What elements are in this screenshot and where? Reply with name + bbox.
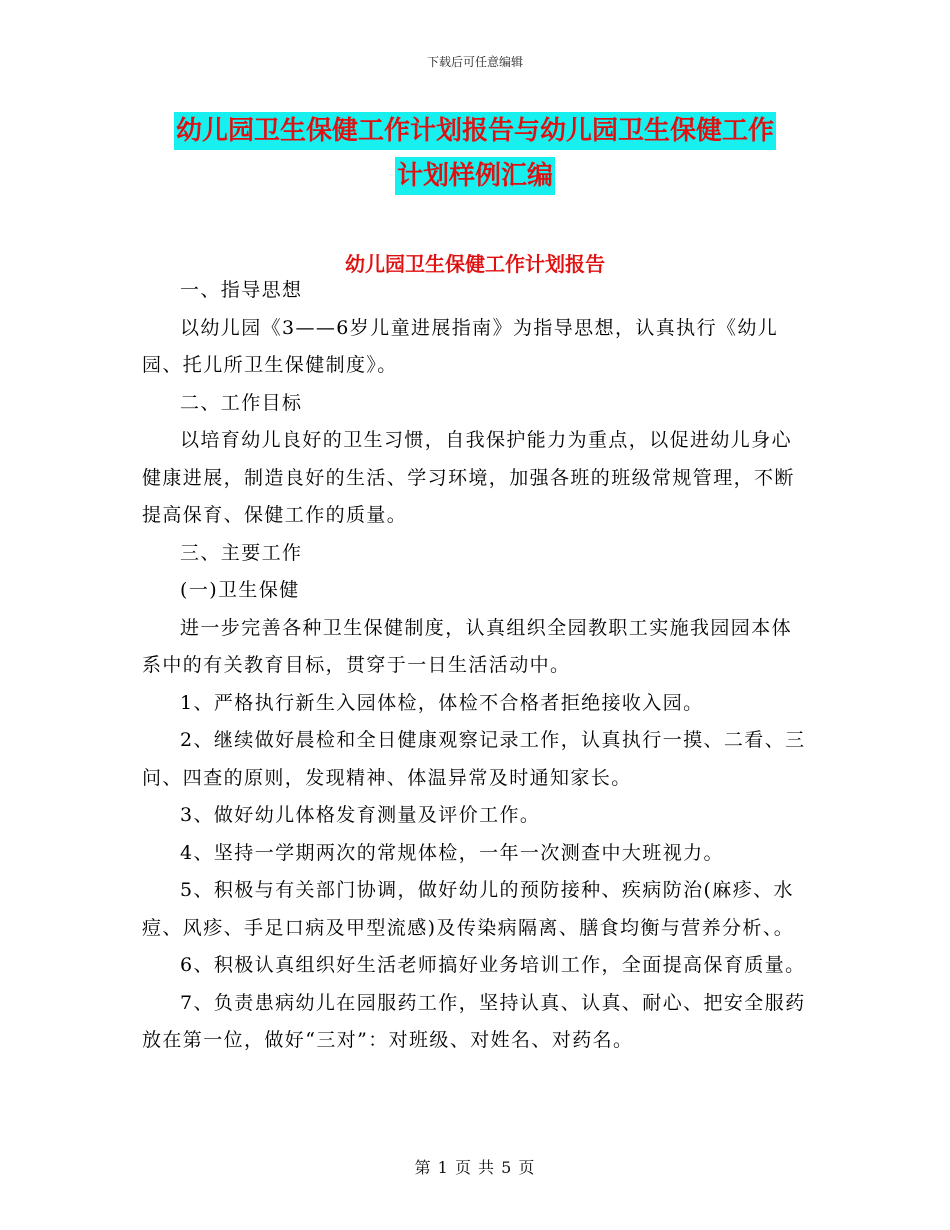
- list-item: 6、积极认真组织好生活老师搞好业务培训工作，全面提高保育质量。: [180, 954, 806, 976]
- document-body: [142, 272, 812, 1060]
- list-item: 1、严格执行新生入园体检，体检不合格者拒绝接收入园。: [180, 691, 704, 714]
- paragraph: 以培育幼儿良好的卫生习惯，自我保护能力为重点，以促进幼儿身心健康进展，制造良好的生活、学习环境，加强各班的班级常规管理，不断提高保育、保健工作的质量。: [142, 429, 795, 526]
- list-item: 2、继续做好晨检和全日健康观察记录工作，认真执行一摸、二看、三问、四查的原则，发现精神、体温异常及时通知家长。: [142, 729, 806, 789]
- heading-work-goals: 二、工作目标: [180, 391, 303, 414]
- title-highlight-1: 幼儿园卫生保健工作计划报告与幼儿园卫生保健工作: [174, 112, 776, 150]
- paragraph: 进一步完善各种卫生保健制度，认真组织全园教职工实施我园园本体系中的有关教育目标，贯穿于一日生活活动中。: [142, 616, 793, 676]
- list-item: 3、做好幼儿体格发育测量及评价工作。: [180, 804, 541, 826]
- section-title: 幼儿园卫生保健工作计划报告: [345, 252, 605, 276]
- document-title-line-2: [0, 155, 950, 192]
- heading-guiding-thought: 一、指导思想: [180, 279, 303, 301]
- title-highlight-2: 计划样例汇编: [395, 157, 555, 195]
- list-item: 5、积极与有关部门协调，做好幼儿的预防接种、疾病防治(麻疹、水痘、风疹、手足口病及甲型流感)及传染病隔离、膳食均衡与营养分析、。: [142, 879, 795, 939]
- page-footer: 第 1 页 共 5 页: [414, 1158, 536, 1177]
- heading-main-work: 三、主要工作: [180, 541, 303, 564]
- page-header: 下载后可任意编辑: [426, 55, 523, 69]
- list-item: 4、坚持一学期两次的常规体检，一年一次测查中大班视力。: [180, 841, 724, 864]
- paragraph: 以幼儿园《3——6岁儿童进展指南》为指导思想，认真执行《幼儿园、托儿所卫生保健制度》。: [142, 316, 779, 376]
- list-item: 7、负责患病幼儿在园服药工作，坚持认真、认真、耐心、把安全服药放在第一位，做好“三对”：对班级、对姓名、对药名。: [142, 991, 806, 1051]
- document-title-line-1: [0, 110, 950, 147]
- subheading-health-care: (一)卫生保健: [180, 579, 300, 601]
